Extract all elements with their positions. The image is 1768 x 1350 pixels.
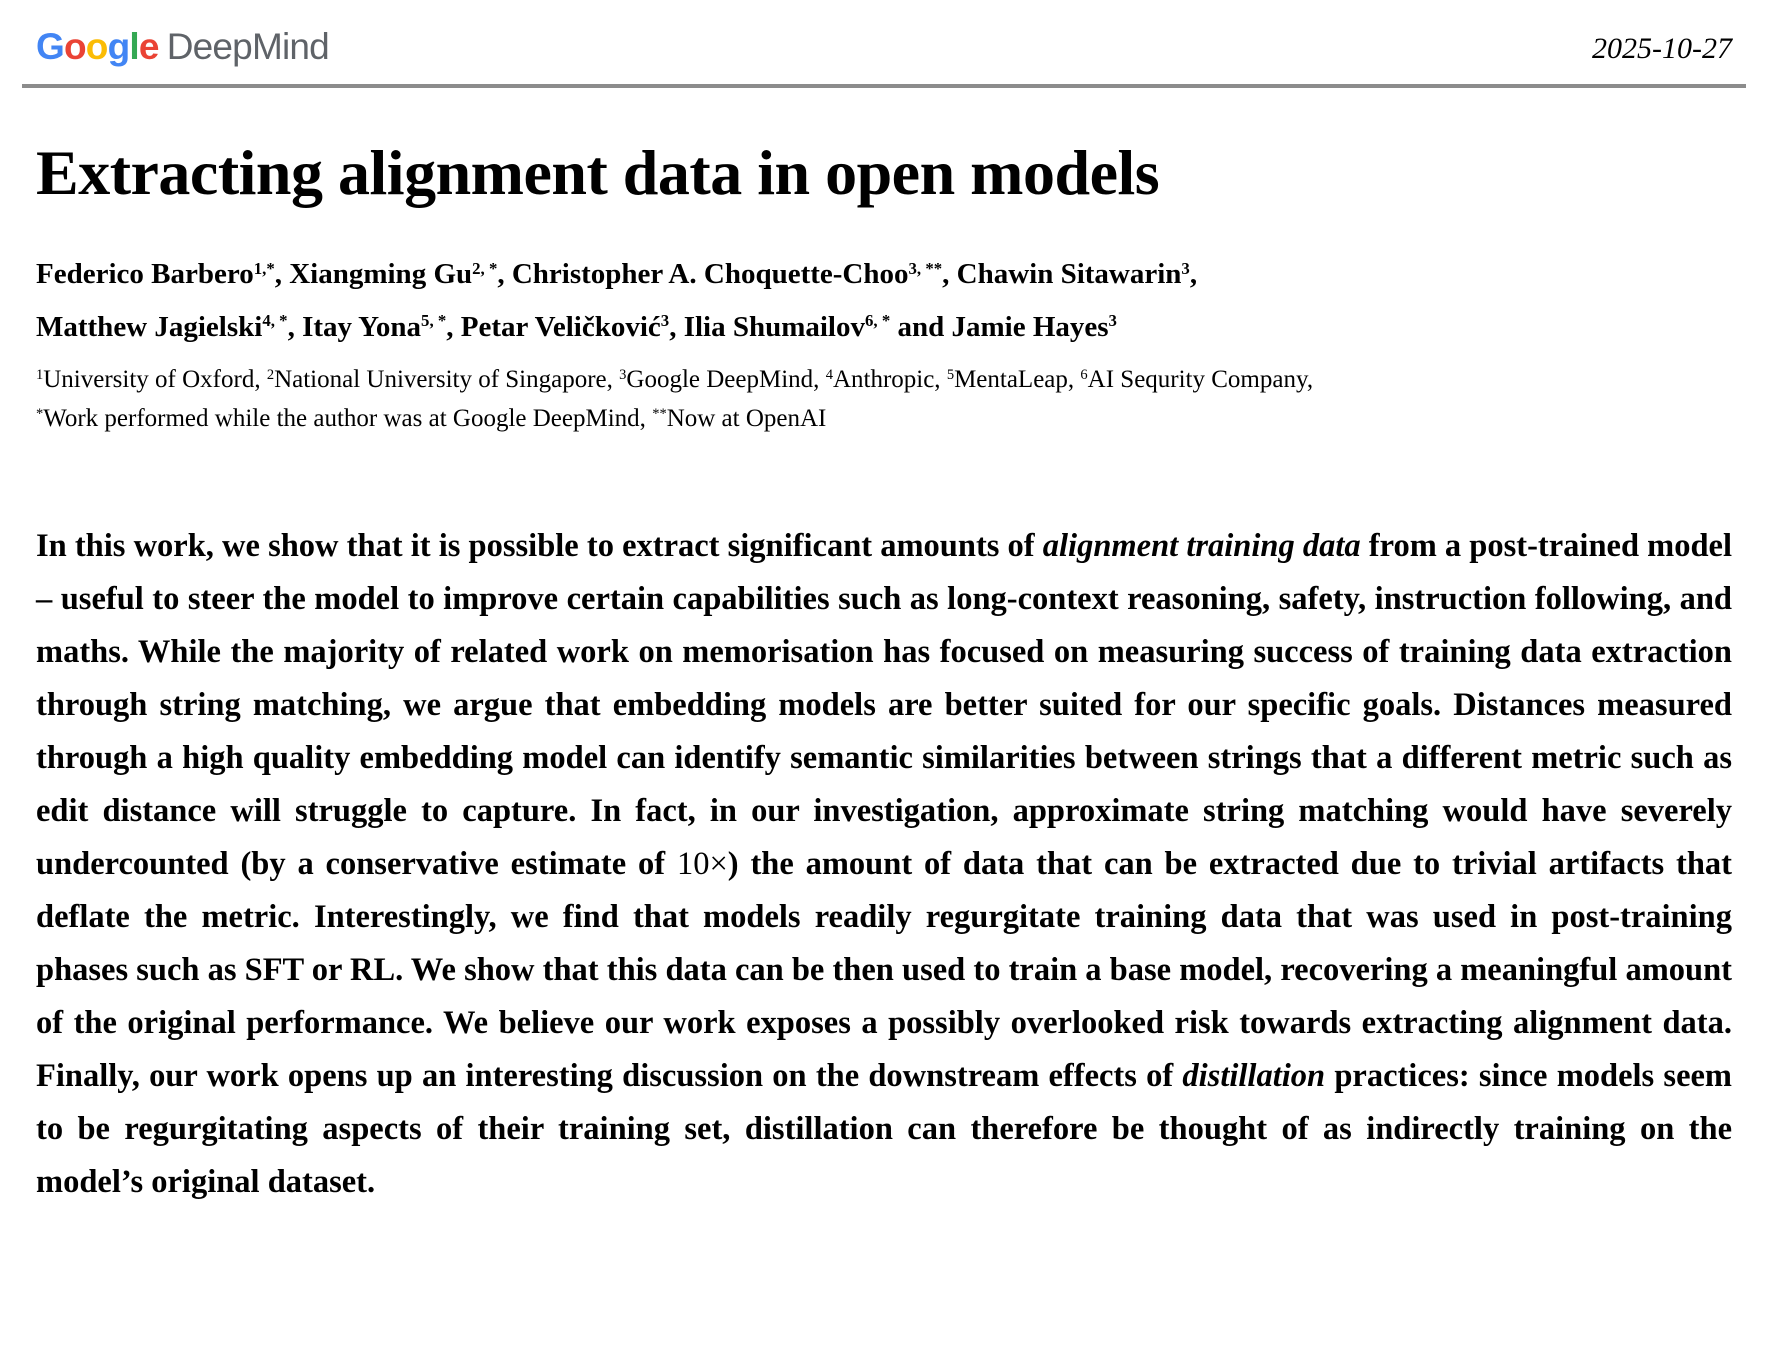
- logo-letter: o: [85, 26, 108, 67]
- author-affil-marker: 5, *: [421, 311, 447, 331]
- affil-marker: 6: [1080, 366, 1088, 383]
- author-affil-marker: 3: [660, 311, 670, 331]
- author-name: Federico Barbero: [36, 258, 254, 291]
- affil-marker: 5: [946, 366, 955, 383]
- author-list: [36, 248, 1732, 352]
- abstract-segment-regular: 10×: [676, 846, 728, 883]
- affil-text: Anthropic,: [832, 365, 947, 393]
- affil-text: Google DeepMind,: [626, 365, 826, 393]
- author-separator: ,: [669, 310, 684, 343]
- author-affil-marker: 2, *: [472, 259, 498, 279]
- affil-text: MentaLeap,: [954, 365, 1081, 393]
- abstract-segment-italic: alignment training data: [1042, 528, 1361, 565]
- author-separator: ,: [274, 258, 290, 291]
- logo-letter: G: [36, 26, 64, 67]
- author-name: Ilia Shumailov: [683, 310, 865, 343]
- logo-letter: e: [138, 26, 159, 67]
- author-affil-marker: 4, *: [262, 311, 288, 331]
- affil-text: Now at OpenAI: [666, 404, 827, 432]
- affil-text: Work performed while the author was at Google DeepMind,: [43, 404, 653, 432]
- author-affil-marker: 3: [1108, 311, 1117, 331]
- author-separator: ,: [942, 258, 957, 291]
- author-name: Chawin Sitawarin: [956, 258, 1182, 291]
- affil-marker: 3: [619, 366, 627, 383]
- affil-marker: 1: [36, 366, 44, 383]
- header-divider: [22, 84, 1746, 88]
- author-name: Petar Veličković: [460, 310, 661, 343]
- abstract-segment: In this work, we show that it is possible to extract significant amounts of: [36, 528, 1043, 565]
- logo-deepmind-text: DeepMind: [166, 26, 329, 67]
- affil-text: National University of Singapore,: [274, 365, 620, 393]
- abstract-segment-italic: distillation: [1182, 1058, 1326, 1095]
- author-separator: and: [890, 310, 952, 343]
- author-affil-marker: 3: [1181, 259, 1190, 279]
- affil-text: AI Sequrity Company,: [1087, 365, 1314, 393]
- logo-letter: o: [63, 26, 86, 67]
- affil-marker: 4: [825, 366, 833, 383]
- publication-date: 2025-10-27: [1592, 32, 1732, 65]
- google-deepmind-logo: [36, 26, 329, 68]
- author-name: Matthew Jagielski: [36, 310, 263, 343]
- page-header: [36, 0, 1732, 68]
- author-separator: ,: [1189, 258, 1198, 291]
- affiliations: [36, 361, 1732, 439]
- author-name: Jamie Hayes: [951, 310, 1109, 343]
- abstract-segment: from a post-trained model – useful to steer the model to improve certain capabilities such as long-context reasoning, safety, instruction following, and maths. While the majority of related work on memorisation has focused on measuring success of training data extraction through string matching, we argue that embedding models are better suited for our specific goals. Distances measured through a high quality embedding model can identify semantic similarities between strings that a different metric such as edit distance will struggle to capture. In fact, in our investigation, approximate string matching would have severely undercounted (by a conservative estimate of: [36, 528, 1732, 883]
- author-affil-marker: 1,*: [253, 259, 275, 279]
- affil-marker: **: [652, 405, 667, 422]
- author-name: Christopher A. Choquette-Choo: [511, 258, 909, 291]
- author-separator: ,: [497, 258, 512, 291]
- authors-line-2: [36, 301, 1732, 353]
- author-name: Xiangming Gu: [289, 258, 473, 291]
- abstract-segment: practices: since models seem to be regurgitating aspects of their training set, distillation can therefore be thought of as indirectly training on the model’s original dataset.: [36, 1058, 1732, 1201]
- affiliations-line-2: [36, 400, 1732, 439]
- affil-text: University of Oxford,: [43, 365, 267, 393]
- author-separator: ,: [446, 310, 461, 343]
- author-affil-marker: 6, *: [865, 311, 891, 331]
- abstract-text: [36, 520, 1732, 1209]
- affil-marker: 2: [266, 366, 275, 383]
- authors-line-1: [36, 248, 1732, 300]
- affiliations-line-1: [36, 361, 1732, 400]
- author-name: Itay Yona: [302, 310, 422, 343]
- author-affil-marker: 3, **: [908, 259, 943, 279]
- affil-marker: *: [36, 405, 44, 422]
- logo-letter: l: [129, 26, 139, 67]
- logo-letter: g: [107, 26, 130, 67]
- author-separator: ,: [287, 310, 303, 343]
- paper-title: Extracting alignment data in open models: [36, 137, 1160, 208]
- abstract-segment: ) the amount of data that can be extracted due to trivial artifacts that deflate the metric. Interestingly, we find that models readily regurgitate training data that was used in post-training phases such as SFT or RL. We show that this data can be then used to train a base model, recovering a meaningful amount of the original performance. We believe our work exposes a possibly overlooked risk towards extracting alignment data. Finally, our work opens up an interesting discussion on the downstream effects of: [36, 846, 1732, 1095]
